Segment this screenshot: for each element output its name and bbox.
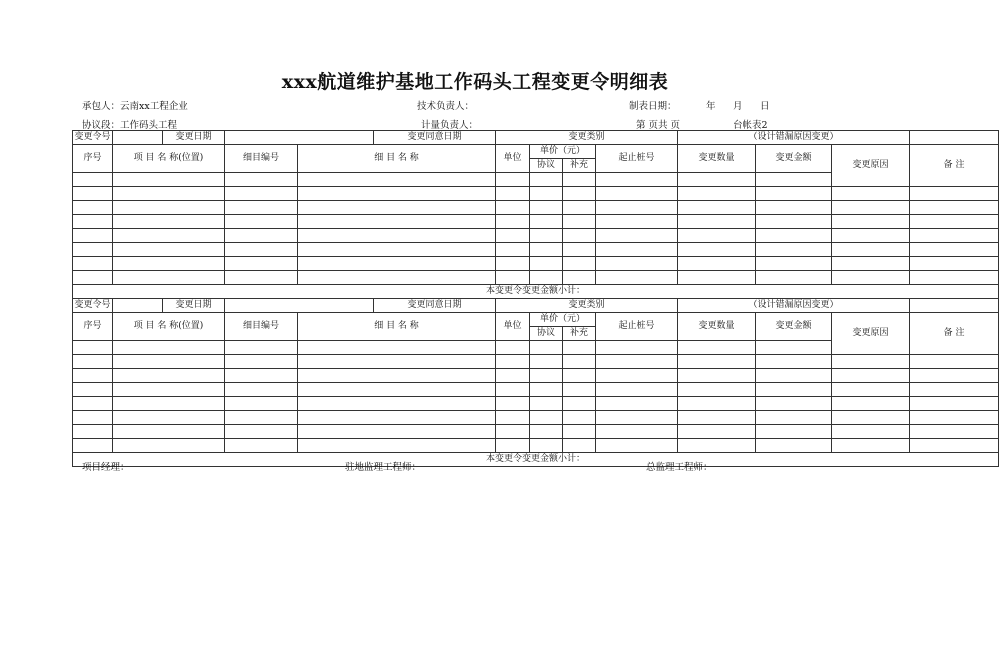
change-date-value (225, 299, 374, 313)
table-cell (73, 383, 113, 397)
table-cell (496, 187, 530, 201)
subtotal-row (73, 453, 999, 467)
col-amount: 变更金额 (756, 313, 832, 341)
table-cell (596, 411, 678, 425)
table-cell (73, 229, 113, 243)
order-header-row (73, 299, 999, 313)
day-label: 日 (760, 101, 770, 112)
table-cell (678, 201, 756, 215)
table-cell (113, 229, 225, 243)
table-cell (530, 383, 563, 397)
column-header-row (73, 313, 999, 327)
table-cell (832, 215, 910, 229)
order-no-label: 变更令号 (73, 131, 113, 145)
table-cell (563, 173, 596, 187)
table-cell (910, 257, 999, 271)
table-cell (496, 411, 530, 425)
col-seq: 序号 (73, 145, 113, 173)
col-qty: 变更数量 (678, 313, 756, 341)
table-cell (596, 201, 678, 215)
table-cell (910, 439, 999, 453)
table-row (73, 201, 999, 215)
table-cell (73, 257, 113, 271)
table-cell (910, 411, 999, 425)
col-unit: 单位 (496, 313, 530, 341)
col-station: 起止桩号 (596, 145, 678, 173)
table-cell (832, 369, 910, 383)
table-cell (113, 383, 225, 397)
table-cell (756, 355, 832, 369)
table-cell (910, 243, 999, 257)
table-cell (530, 341, 563, 355)
table-cell (225, 411, 298, 425)
table-cell (678, 425, 756, 439)
table-row (73, 257, 999, 271)
table-cell (756, 369, 832, 383)
table-cell (756, 383, 832, 397)
measure-lead-label: 计量负责人： (421, 120, 479, 131)
table-cell (756, 173, 832, 187)
table-cell (113, 341, 225, 355)
table-cell (563, 369, 596, 383)
table-cell (298, 439, 496, 453)
table-cell (596, 187, 678, 201)
tech-lead-label: 技术负责人： (417, 101, 475, 112)
change-type-label: 变更类别 (496, 299, 678, 313)
table-cell (298, 257, 496, 271)
table-cell (225, 439, 298, 453)
year-label: 年 (706, 101, 716, 112)
table-cell (678, 439, 756, 453)
table-cell (496, 215, 530, 229)
table-cell (530, 173, 563, 187)
page-title: xxx航道维护基地工作码头工程变更令明细表 (281, 71, 669, 93)
table-cell (298, 411, 496, 425)
table-cell (910, 271, 999, 285)
table-cell (113, 411, 225, 425)
change-date-label: 变更日期 (163, 299, 225, 313)
table-cell (113, 215, 225, 229)
table-row (73, 397, 999, 411)
table-cell (298, 173, 496, 187)
col-detail-code: 细目编号 (225, 313, 298, 341)
table-cell (73, 271, 113, 285)
table-cell (756, 257, 832, 271)
table-cell (678, 229, 756, 243)
contractor-label: 承包人：云南xx工程企业 (82, 101, 188, 112)
table-cell (563, 439, 596, 453)
col-unit-price: 单价（元） (530, 145, 596, 159)
table-cell (678, 215, 756, 229)
table-row (73, 383, 999, 397)
column-header-row (73, 145, 999, 159)
col-reason: 变更原因 (832, 145, 910, 187)
table-cell (563, 355, 596, 369)
table-cell (73, 439, 113, 453)
table-cell (563, 229, 596, 243)
col-detail-code: 细目编号 (225, 145, 298, 173)
table-cell (910, 215, 999, 229)
page-count-label: 第 页共 页 (636, 120, 681, 131)
table-row (73, 187, 999, 201)
col-item-name: 项 目 名 称(位置) (113, 145, 225, 173)
table-cell (496, 201, 530, 215)
table-cell (596, 271, 678, 285)
col-supplement: 补充 (563, 327, 596, 341)
col-remark: 备 注 (910, 145, 999, 187)
table-cell (298, 243, 496, 257)
col-amount: 变更金额 (756, 145, 832, 173)
table-cell (73, 369, 113, 383)
table-cell (832, 229, 910, 243)
table-cell (496, 383, 530, 397)
table-cell (73, 425, 113, 439)
ledger-label: 台帐表2 (733, 120, 768, 131)
table-cell (596, 383, 678, 397)
table-cell (225, 243, 298, 257)
table-cell (496, 369, 530, 383)
table-cell (530, 243, 563, 257)
table-cell (298, 425, 496, 439)
table-cell (563, 425, 596, 439)
table-cell (563, 215, 596, 229)
table-cell (563, 383, 596, 397)
table-cell (910, 201, 999, 215)
table-cell (563, 187, 596, 201)
table-cell (910, 425, 999, 439)
section-label: 协议段：工作码头工程 (82, 120, 178, 131)
table-cell (596, 257, 678, 271)
table-cell (678, 369, 756, 383)
table-cell (756, 201, 832, 215)
table-cell (530, 411, 563, 425)
table-cell (832, 187, 910, 201)
table-cell (298, 369, 496, 383)
table-cell (113, 173, 225, 187)
table-cell (530, 425, 563, 439)
table-cell (298, 355, 496, 369)
table-cell (225, 369, 298, 383)
table-cell (73, 243, 113, 257)
table-cell (910, 383, 999, 397)
table-cell (832, 243, 910, 257)
table-cell (832, 271, 910, 285)
table-cell (596, 439, 678, 453)
table-cell (225, 215, 298, 229)
table-cell (225, 173, 298, 187)
table-cell (596, 355, 678, 369)
table-cell (596, 341, 678, 355)
table-cell (225, 257, 298, 271)
col-unit-price: 单价（元） (530, 313, 596, 327)
table-cell (756, 215, 832, 229)
table-cell (113, 397, 225, 411)
table-cell (530, 397, 563, 411)
table-cell (530, 369, 563, 383)
table-cell (496, 397, 530, 411)
table-cell (596, 243, 678, 257)
table-cell (225, 383, 298, 397)
table-cell (298, 187, 496, 201)
table-cell (832, 439, 910, 453)
change-reason-type-label: （设计错漏原因变更） (678, 131, 910, 145)
table-cell (496, 341, 530, 355)
col-agreed: 协议 (530, 159, 563, 173)
table-row (73, 271, 999, 285)
table-cell (563, 397, 596, 411)
table-cell (563, 201, 596, 215)
table-cell (113, 425, 225, 439)
table-cell (530, 271, 563, 285)
table-cell (113, 369, 225, 383)
change-type-label: 变更类别 (496, 131, 678, 145)
table-cell (496, 229, 530, 243)
table-row (73, 355, 999, 369)
table-cell (113, 271, 225, 285)
table-cell (530, 187, 563, 201)
change-order-table (72, 130, 999, 467)
table-cell (832, 411, 910, 425)
table-cell (298, 271, 496, 285)
table-cell (496, 439, 530, 453)
col-agreed: 协议 (530, 327, 563, 341)
table-cell (225, 425, 298, 439)
table-cell (678, 187, 756, 201)
table-cell (73, 355, 113, 369)
blank-cell (910, 131, 999, 145)
table-cell (73, 397, 113, 411)
table-cell (756, 229, 832, 243)
table-cell (225, 229, 298, 243)
table-cell (596, 397, 678, 411)
table-cell (225, 271, 298, 285)
col-seq: 序号 (73, 313, 113, 341)
table-cell (530, 355, 563, 369)
agree-date-label: 变更同意日期 (374, 299, 496, 313)
table-cell (756, 411, 832, 425)
table-cell (73, 341, 113, 355)
month-label: 月 (733, 101, 743, 112)
table-cell (563, 411, 596, 425)
table-cell (756, 341, 832, 355)
table-cell (678, 271, 756, 285)
table-cell (832, 257, 910, 271)
table-cell (596, 215, 678, 229)
col-qty: 变更数量 (678, 145, 756, 173)
table-cell (756, 439, 832, 453)
table-cell (496, 425, 530, 439)
table-cell (530, 201, 563, 215)
table-cell (678, 173, 756, 187)
change-reason-type-label: （设计错漏原因变更） (678, 299, 910, 313)
blank-cell (910, 299, 999, 313)
table-cell (910, 397, 999, 411)
table-cell (496, 271, 530, 285)
table-cell (832, 355, 910, 369)
table-cell (496, 173, 530, 187)
table-cell (73, 411, 113, 425)
table-row (73, 439, 999, 453)
table-cell (678, 383, 756, 397)
table-cell (113, 243, 225, 257)
col-station: 起止桩号 (596, 313, 678, 341)
table-cell (678, 355, 756, 369)
change-date-value (225, 131, 374, 145)
table-cell (678, 257, 756, 271)
table-cell (73, 187, 113, 201)
col-remark: 备 注 (910, 313, 999, 355)
subtotal-label: 本变更令变更金额小计： (73, 453, 999, 467)
col-supplement: 补充 (563, 159, 596, 173)
col-item-name: 项 目 名 称(位置) (113, 313, 225, 341)
table-cell (756, 187, 832, 201)
table-cell (225, 187, 298, 201)
table-cell (530, 257, 563, 271)
table-cell (225, 341, 298, 355)
order-no-value (113, 131, 163, 145)
table-cell (563, 341, 596, 355)
table-cell (596, 369, 678, 383)
table-cell (910, 187, 999, 201)
table-cell (832, 397, 910, 411)
table-cell (298, 229, 496, 243)
project-manager-label: 项目经理： (82, 462, 130, 473)
table-cell (910, 369, 999, 383)
table-cell (530, 215, 563, 229)
table-cell (113, 201, 225, 215)
col-unit: 单位 (496, 145, 530, 173)
table-row (73, 229, 999, 243)
table-cell (225, 355, 298, 369)
table-cell (756, 271, 832, 285)
order-header-row (73, 131, 999, 145)
table-cell (113, 355, 225, 369)
table-cell (678, 341, 756, 355)
col-reason: 变更原因 (832, 313, 910, 355)
table-cell (73, 215, 113, 229)
table-cell (225, 397, 298, 411)
table-cell (298, 215, 496, 229)
table-cell (73, 201, 113, 215)
table-cell (596, 173, 678, 187)
table-cell (756, 243, 832, 257)
subtotal-label: 本变更令变更金额小计： (73, 285, 999, 299)
table-cell (113, 439, 225, 453)
table-cell (496, 243, 530, 257)
table-cell (73, 173, 113, 187)
table-cell (678, 243, 756, 257)
table-cell (225, 201, 298, 215)
order-no-value (113, 299, 163, 313)
col-detail-name: 细 目 名 称 (298, 145, 496, 173)
table-cell (910, 355, 999, 369)
table-cell (832, 201, 910, 215)
table-cell (563, 257, 596, 271)
table-row (73, 411, 999, 425)
table-row (73, 215, 999, 229)
resident-engineer-label: 驻地监理工程师： (345, 462, 422, 473)
table-cell (298, 383, 496, 397)
table-cell (113, 187, 225, 201)
change-date-label: 变更日期 (163, 131, 225, 145)
table-cell (496, 257, 530, 271)
table-cell (496, 355, 530, 369)
table-row (73, 243, 999, 257)
table-cell (756, 397, 832, 411)
table-cell (596, 425, 678, 439)
date-label: 制表日期： (629, 101, 677, 112)
table-cell (298, 341, 496, 355)
table-cell (678, 411, 756, 425)
chief-engineer-label: 总监理工程师： (646, 462, 713, 473)
table-cell (678, 397, 756, 411)
table-cell (832, 383, 910, 397)
table-cell (596, 229, 678, 243)
table-cell (832, 425, 910, 439)
table-row (73, 425, 999, 439)
table-cell (530, 439, 563, 453)
table-cell (756, 425, 832, 439)
table-row (73, 369, 999, 383)
agree-date-label: 变更同意日期 (374, 131, 496, 145)
table-cell (113, 257, 225, 271)
table-cell (563, 271, 596, 285)
table-cell (910, 229, 999, 243)
table-cell (563, 243, 596, 257)
table-cell (530, 229, 563, 243)
table-cell (298, 397, 496, 411)
order-no-label: 变更令号 (73, 299, 113, 313)
col-detail-name: 细 目 名 称 (298, 313, 496, 341)
subtotal-row (73, 285, 999, 299)
table-cell (298, 201, 496, 215)
